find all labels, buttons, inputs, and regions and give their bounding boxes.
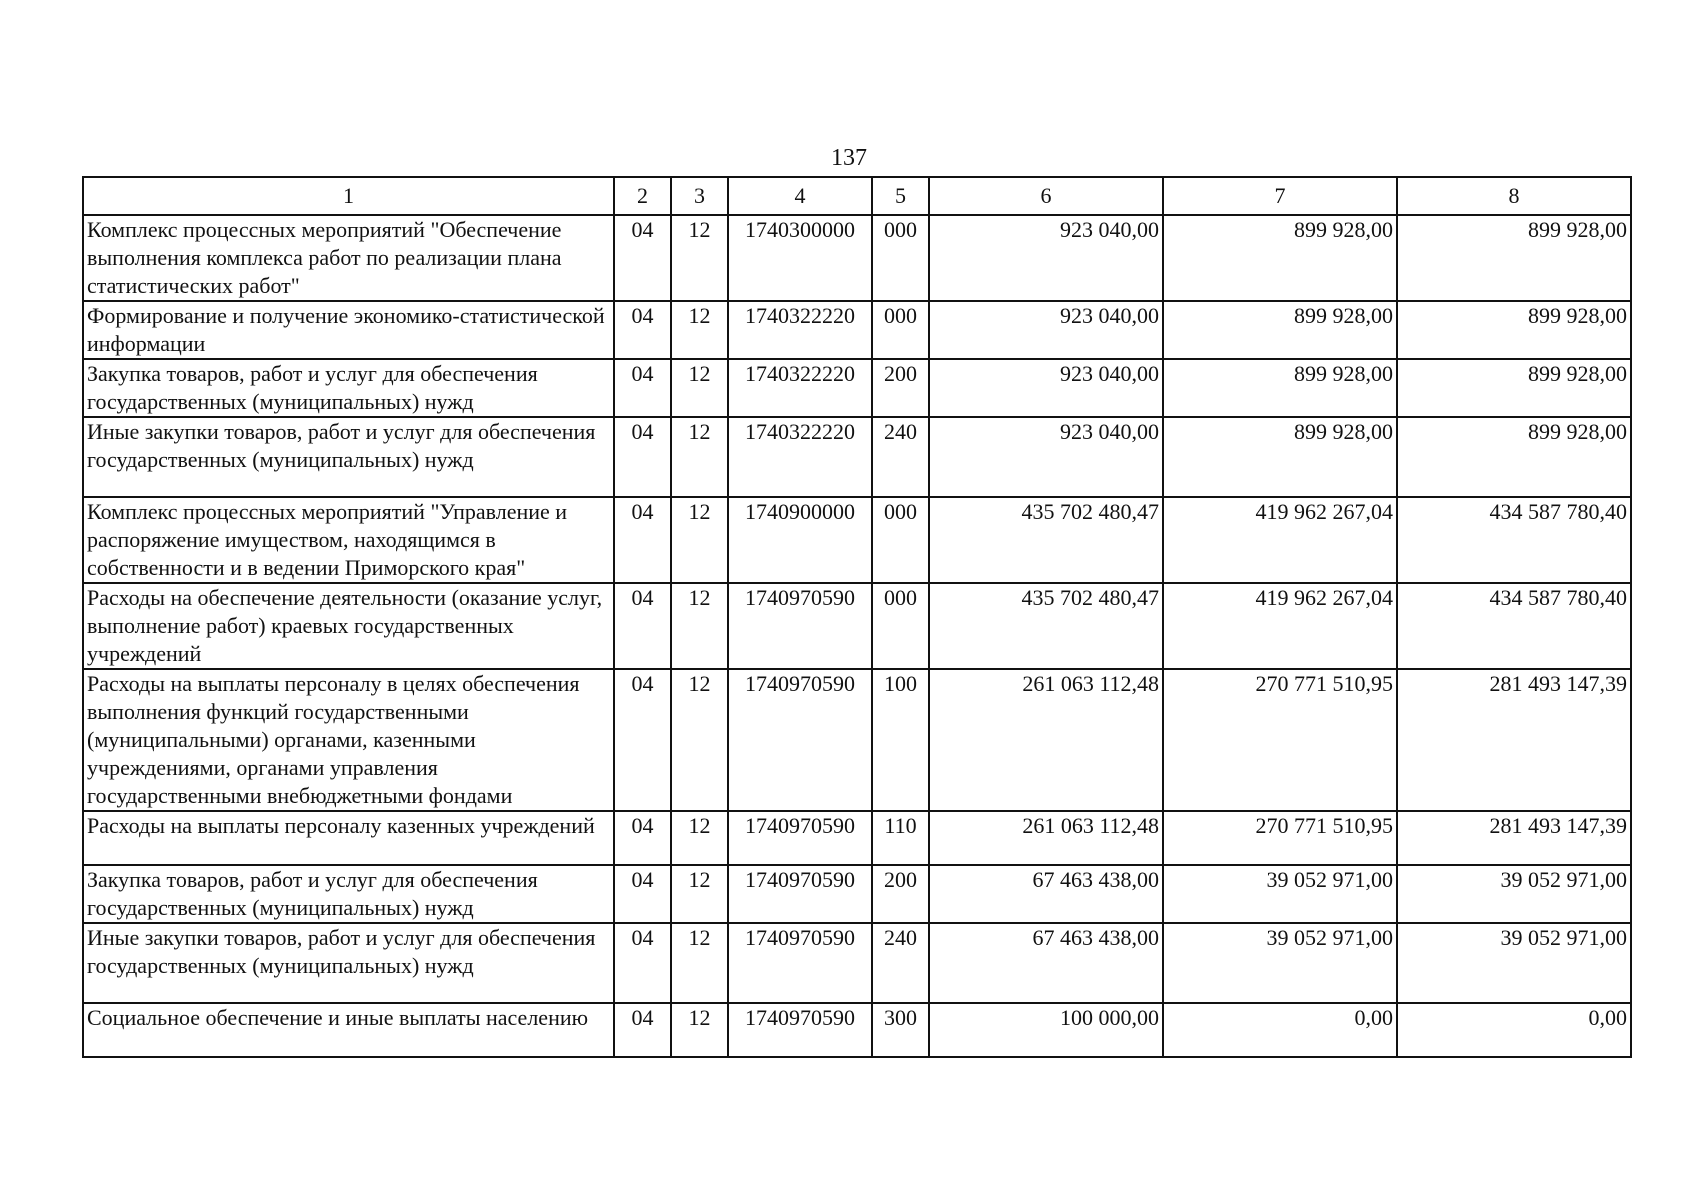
amount-col6-cell: 261 063 112,48 [929,669,1163,811]
subsection-code-cell: 12 [671,669,728,811]
amount-col7-cell: 0,00 [1163,1003,1397,1057]
amount-col6-cell: 67 463 438,00 [929,923,1163,1003]
description-cell: Иные закупки товаров, работ и услуг для обеспечения государственных (муниципальных) нужд [83,923,614,1003]
section-code-cell: 04 [614,215,671,301]
amount-col8-cell: 899 928,00 [1397,301,1631,359]
subsection-code-cell: 12 [671,359,728,417]
subsection-code-cell: 12 [671,923,728,1003]
amount-col7-cell: 419 962 267,04 [1163,497,1397,583]
expense-type-cell: 000 [872,215,929,301]
description-cell: Расходы на обеспечение деятельности (оказание услуг, выполнение работ) краевых государственных учреждений [83,583,614,669]
header-cell: 3 [671,177,728,215]
expense-type-cell: 240 [872,417,929,497]
expense-type-cell: 300 [872,1003,929,1057]
target-article-cell: 1740900000 [728,497,872,583]
description-cell: Закупка товаров, работ и услуг для обеспечения государственных (муниципальных) нужд [83,359,614,417]
amount-col6-cell: 435 702 480,47 [929,583,1163,669]
amount-col7-cell: 899 928,00 [1163,301,1397,359]
page-number: 137 [831,145,867,171]
amount-col7-cell: 899 928,00 [1163,417,1397,497]
amount-col6-cell: 261 063 112,48 [929,811,1163,865]
target-article-cell: 1740970590 [728,1003,872,1057]
amount-col7-cell: 270 771 510,95 [1163,811,1397,865]
section-code-cell: 04 [614,811,671,865]
expense-type-cell: 240 [872,923,929,1003]
header-cell: 4 [728,177,872,215]
header-cell: 1 [83,177,614,215]
subsection-code-cell: 12 [671,1003,728,1057]
expense-type-cell: 110 [872,811,929,865]
description-cell: Иные закупки товаров, работ и услуг для обеспечения государственных (муниципальных) нужд [83,417,614,497]
table-row [83,359,1631,417]
section-code-cell: 04 [614,301,671,359]
amount-col6-cell: 100 000,00 [929,1003,1163,1057]
description-cell: Социальное обеспечение и иные выплаты населению [83,1003,614,1057]
target-article-cell: 1740300000 [728,215,872,301]
amount-col6-cell: 923 040,00 [929,215,1163,301]
table-row [83,923,1631,1003]
amount-col7-cell: 270 771 510,95 [1163,669,1397,811]
description-cell: Комплекс процессных мероприятий "Обеспечение выполнения комплекса работ по реализации плана статистических работ" [83,215,614,301]
table-row [83,669,1631,811]
header-cell: 5 [872,177,929,215]
subsection-code-cell: 12 [671,417,728,497]
target-article-cell: 1740970590 [728,811,872,865]
expense-type-cell: 000 [872,301,929,359]
target-article-cell: 1740322220 [728,359,872,417]
amount-col8-cell: 281 493 147,39 [1397,811,1631,865]
section-code-cell: 04 [614,417,671,497]
header-cell: 8 [1397,177,1631,215]
expense-type-cell: 000 [872,583,929,669]
subsection-code-cell: 12 [671,811,728,865]
table-row [83,417,1631,497]
amount-col7-cell: 39 052 971,00 [1163,865,1397,923]
header-cell: 6 [929,177,1163,215]
table-row [83,811,1631,865]
section-code-cell: 04 [614,359,671,417]
header-cell: 7 [1163,177,1397,215]
section-code-cell: 04 [614,583,671,669]
expense-type-cell: 100 [872,669,929,811]
table-row [83,583,1631,669]
table-row [83,215,1631,301]
amount-col6-cell: 923 040,00 [929,417,1163,497]
target-article-cell: 1740322220 [728,301,872,359]
amount-col6-cell: 435 702 480,47 [929,497,1163,583]
target-article-cell: 1740322220 [728,417,872,497]
subsection-code-cell: 12 [671,497,728,583]
amount-col7-cell: 39 052 971,00 [1163,923,1397,1003]
section-code-cell: 04 [614,1003,671,1057]
amount-col8-cell: 434 587 780,40 [1397,583,1631,669]
amount-col8-cell: 899 928,00 [1397,215,1631,301]
header-row [83,177,1631,215]
amount-col8-cell: 899 928,00 [1397,359,1631,417]
header-cell: 2 [614,177,671,215]
section-code-cell: 04 [614,865,671,923]
section-code-cell: 04 [614,669,671,811]
amount-col7-cell: 899 928,00 [1163,359,1397,417]
budget-table [82,176,1632,1058]
amount-col6-cell: 67 463 438,00 [929,865,1163,923]
target-article-cell: 1740970590 [728,583,872,669]
description-cell: Расходы на выплаты персоналу в целях обеспечения выполнения функций государственными (муниципальными) органами, казенными учреждениями, органами управления государственными внебюджетными фондами [83,669,614,811]
expense-type-cell: 000 [872,497,929,583]
description-cell: Формирование и получение экономико-статистической информации [83,301,614,359]
amount-col8-cell: 434 587 780,40 [1397,497,1631,583]
amount-col8-cell: 281 493 147,39 [1397,669,1631,811]
expense-type-cell: 200 [872,865,929,923]
table-row [83,497,1631,583]
description-cell: Комплекс процессных мероприятий "Управление и распоряжение имуществом, находящимся в собственности и в ведении Приморского края" [83,497,614,583]
amount-col7-cell: 899 928,00 [1163,215,1397,301]
table-row [83,301,1631,359]
amount-col8-cell: 0,00 [1397,1003,1631,1057]
table-row [83,865,1631,923]
subsection-code-cell: 12 [671,583,728,669]
amount-col6-cell: 923 040,00 [929,359,1163,417]
section-code-cell: 04 [614,923,671,1003]
table-row [83,1003,1631,1057]
description-cell: Закупка товаров, работ и услуг для обеспечения государственных (муниципальных) нужд [83,865,614,923]
target-article-cell: 1740970590 [728,865,872,923]
amount-col7-cell: 419 962 267,04 [1163,583,1397,669]
amount-col6-cell: 923 040,00 [929,301,1163,359]
subsection-code-cell: 12 [671,301,728,359]
table-body [83,215,1631,1057]
amount-col8-cell: 899 928,00 [1397,417,1631,497]
expense-type-cell: 200 [872,359,929,417]
amount-col8-cell: 39 052 971,00 [1397,923,1631,1003]
amount-col8-cell: 39 052 971,00 [1397,865,1631,923]
target-article-cell: 1740970590 [728,669,872,811]
subsection-code-cell: 12 [671,215,728,301]
target-article-cell: 1740970590 [728,923,872,1003]
description-cell: Расходы на выплаты персоналу казенных учреждений [83,811,614,865]
subsection-code-cell: 12 [671,865,728,923]
section-code-cell: 04 [614,497,671,583]
